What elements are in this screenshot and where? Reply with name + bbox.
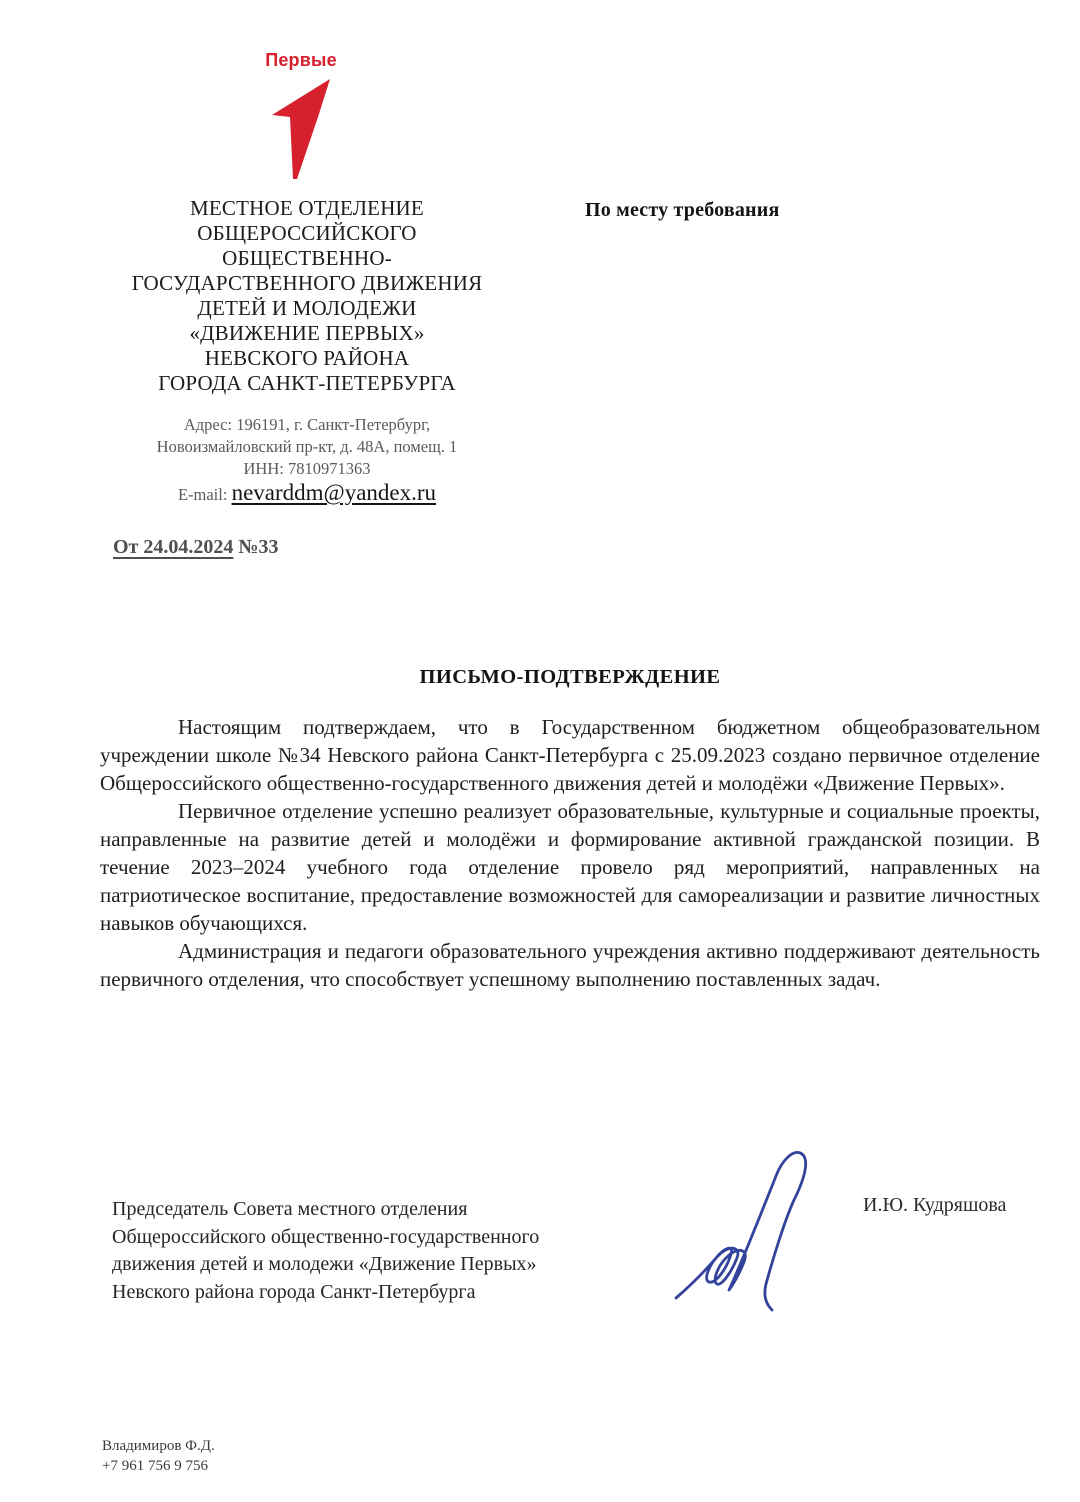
org-name-line: ГОРОДА САНКТ-ПЕТЕРБУРГА bbox=[158, 371, 456, 395]
org-contacts-block bbox=[85, 414, 529, 506]
org-name-line: НЕВСКОГО РАЙОНА bbox=[204, 346, 410, 370]
email-value: nevarddm@yandex.ru bbox=[231, 480, 437, 505]
signer-position-line: Общероссийского общественно-государственного bbox=[112, 1225, 540, 1248]
address-line-2: Новоизмайловский пр-кт, д. 48А, помещ. 1 bbox=[156, 437, 458, 456]
executor-name: Владимиров Ф.Д. bbox=[102, 1438, 215, 1454]
inn-line: ИНН: 7810971363 bbox=[243, 459, 371, 478]
email-line bbox=[85, 482, 529, 506]
address-line-1: Адрес: 196191, г. Санкт-Петербург, bbox=[183, 415, 431, 434]
letter-title: ПИСЬМО-ПОДТВЕРЖДЕНИЕ bbox=[419, 666, 721, 688]
reference-number: №33 bbox=[238, 536, 279, 558]
email-label: E-mail: bbox=[177, 485, 228, 504]
reference-line bbox=[113, 536, 279, 559]
org-name-line: МЕСТНОЕ ОТДЕЛЕНИЕ bbox=[190, 196, 424, 220]
letter-body bbox=[100, 713, 1040, 993]
org-name-line: ДЕТЕЙ И МОЛОДЕЖИ bbox=[197, 296, 417, 320]
signer-name: И.Ю. Кудряшова bbox=[863, 1194, 1007, 1216]
signer-position-block bbox=[112, 1196, 592, 1306]
executor-phone: +7 961 756 9 756 bbox=[102, 1458, 208, 1474]
org-name-line: ОБЩЕСТВЕННО- bbox=[222, 246, 392, 270]
recipient-note: По месту требования bbox=[585, 199, 780, 221]
org-name-line: ОБЩЕРОССИЙСКОГО bbox=[197, 221, 417, 245]
org-name-block bbox=[85, 196, 529, 396]
signer-position-line: Невского района города Санкт-Петербурга bbox=[112, 1280, 476, 1303]
body-paragraph: Первичное отделение успешно реализует образовательные, культурные и социальные проекты, направленные на развитие детей и молодёжи и формирование активной гражданской позиции. В течение 2023–2024 учебного года отделение провело ряд мероприятий, направленных на патриотическое воспитание, предоставление возможностей для самореализации и развитие личностных навыков обучающихся. bbox=[100, 799, 1040, 935]
pervye-arrow-icon bbox=[268, 75, 334, 181]
org-name-line: «ДВИЖЕНИЕ ПЕРВЫХ» bbox=[189, 321, 425, 345]
pervye-wordmark: Первые bbox=[265, 50, 337, 70]
pervye-logo bbox=[250, 50, 352, 181]
signer-position-line: движения детей и молодежи «Движение Первых» bbox=[112, 1253, 537, 1275]
handwritten-signature bbox=[672, 1146, 822, 1314]
body-paragraph: Администрация и педагоги образовательного учреждения активно поддерживают деятельность первичного отделения, что способствует успешному выполнению поставленных задач. bbox=[100, 939, 1040, 991]
body-paragraph: Настоящим подтверждаем, что в Государственном бюджетном общеобразовательном учреждении школе №34 Невского района Санкт-Петербурга с 25.09.2023 создано первичное отделение Общероссийского общественно-государственного движения детей и молодёжи «Движение Первых». bbox=[100, 715, 1040, 795]
reference-date: От 24.04.2024 bbox=[113, 536, 234, 558]
org-name-line: ГОСУДАРСТВЕННОГО ДВИЖЕНИЯ bbox=[131, 271, 483, 295]
signer-position-line: Председатель Совета местного отделения bbox=[112, 1198, 468, 1220]
executor-contact-block bbox=[102, 1436, 215, 1476]
